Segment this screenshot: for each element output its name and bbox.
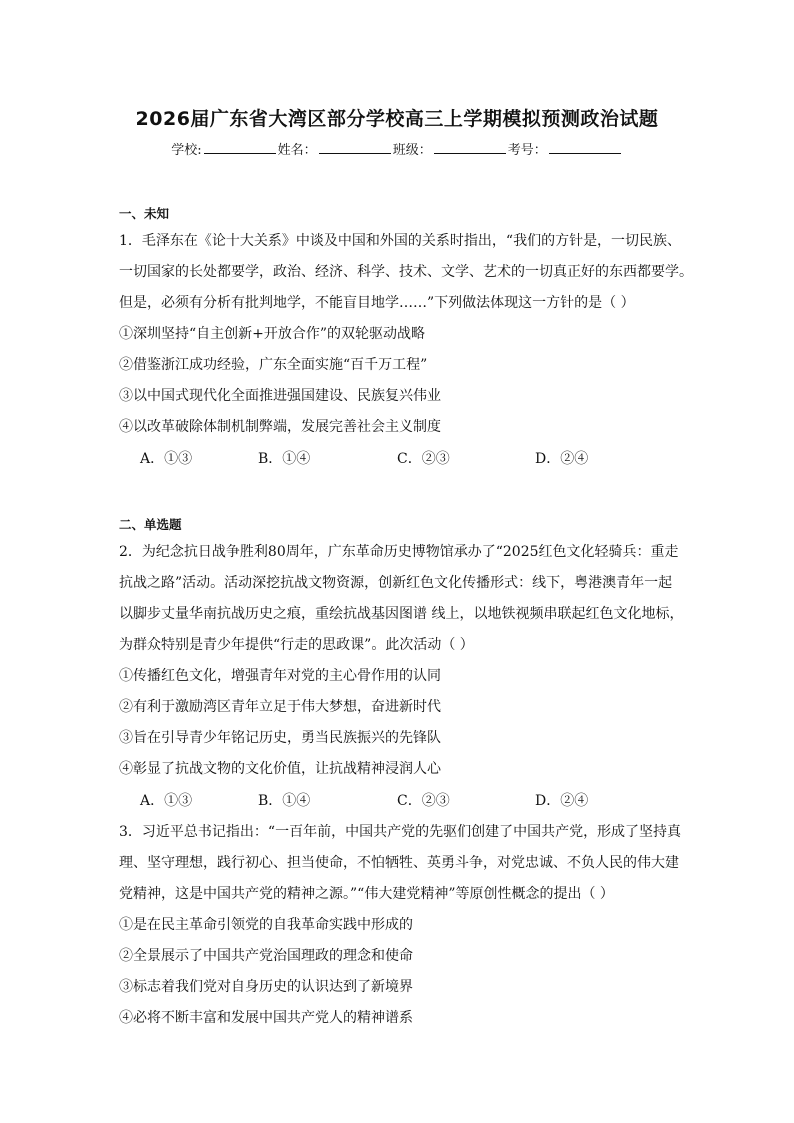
question-stem-line: 3．习近平总书记指出：“一百年前，中国共产党的先驱们创建了中国共产党，形成了坚持真	[119, 824, 682, 840]
question-item: ③标志着我们党对自身历史的认识达到了新境界	[119, 979, 413, 995]
question-item: ④彰显了抗战文物的文化价值，让抗战精神浸润人心	[119, 761, 441, 777]
question-stem-line: 党精神，这是中国共产党的精神之源。”“伟大建党精神”等原创性概念的提出（ ）	[119, 886, 614, 902]
option-d: D．②④	[535, 451, 589, 467]
question-item: ①深圳坚持“自主创新+开放合作”的双轮驱动战略	[119, 326, 426, 342]
student-info-line	[0, 139, 794, 158]
exam-no-blank	[549, 141, 621, 154]
question-item: ④必将不断丰富和发展中国共产党人的精神谱系	[119, 1010, 413, 1026]
exam-title: 2026届广东省大湾区部分学校高三上学期模拟预测政治试题	[135, 108, 659, 130]
question-stem-line: 抗战之路”活动。活动深挖抗战文物资源，创新红色文化传播形式：线下，粤港澳青年一起	[119, 575, 673, 591]
question-item: ①传播红色文化，增强青年对党的主心骨作用的认同	[119, 668, 441, 684]
option-a: A．①③	[140, 793, 193, 809]
school-label: 学校:	[171, 143, 202, 158]
question-stem-line: 一切国家的长处都要学，政治、经济、科学、技术、文学、艺术的一切真正好的东西都要学。	[119, 264, 693, 280]
question-stem-line: 为群众特别是青少年提供“行走的思政课”。此次活动（ ）	[119, 637, 474, 653]
question-item: ②全景展示了中国共产党治国理政的理念和使命	[119, 948, 413, 964]
option-b: B．①④	[258, 451, 311, 467]
question-item: ④以改革破除体制机制弊端，发展完善社会主义制度	[119, 419, 441, 435]
question-item: ②借鉴浙江成功经验，广东全面实施“百千万工程”	[119, 357, 428, 373]
question-stem-line: 但是，必须有分析有批判地学，不能盲目地学……”下列做法体现这一方针的是（ ）	[119, 295, 635, 311]
question-stem-line: 以脚步丈量华南抗战历史之痕，重绘抗战基因图谱 线上，以地铁视频串联起红色文化地标，	[119, 606, 684, 622]
question-item: ②有利于激励湾区青年立足于伟大梦想，奋进新时代	[119, 699, 441, 715]
class-blank	[434, 141, 506, 154]
section-heading: 一、未知	[119, 206, 170, 221]
section-heading: 二、单选题	[119, 517, 182, 532]
class-label: 班级：	[392, 143, 432, 158]
option-b: B．①④	[258, 793, 311, 809]
name-blank	[319, 141, 391, 154]
exam-no-label: 考号：	[507, 143, 547, 158]
option-a: A．①③	[140, 451, 193, 467]
question-stem-line: 理、坚守理想，践行初心、担当使命，不怕牺牲、英勇斗争，对党忠诚、不负人民的伟大建	[119, 855, 679, 871]
option-c: C．②③	[397, 451, 450, 467]
question-item: ③旨在引导青少年铭记历史，勇当民族振兴的先锋队	[119, 730, 441, 746]
option-d: D．②④	[535, 793, 589, 809]
name-label: 姓名：	[277, 143, 317, 158]
school-blank	[204, 141, 276, 154]
question-item: ③以中国式现代化全面推进强国建设、民族复兴伟业	[119, 388, 441, 404]
question-stem-line: 2．为纪念抗日战争胜利80周年，广东革命历史博物馆承办了“2025红色文化轻骑兵：重走	[119, 544, 679, 560]
option-c: C．②③	[397, 793, 450, 809]
question-item: ①是在民主革命引领党的自我革命实践中形成的	[119, 917, 413, 933]
question-stem-line: 1．毛泽东在《论十大关系》中谈及中国和外国的关系时指出，“我们的方针是，一切民族、	[119, 233, 682, 249]
